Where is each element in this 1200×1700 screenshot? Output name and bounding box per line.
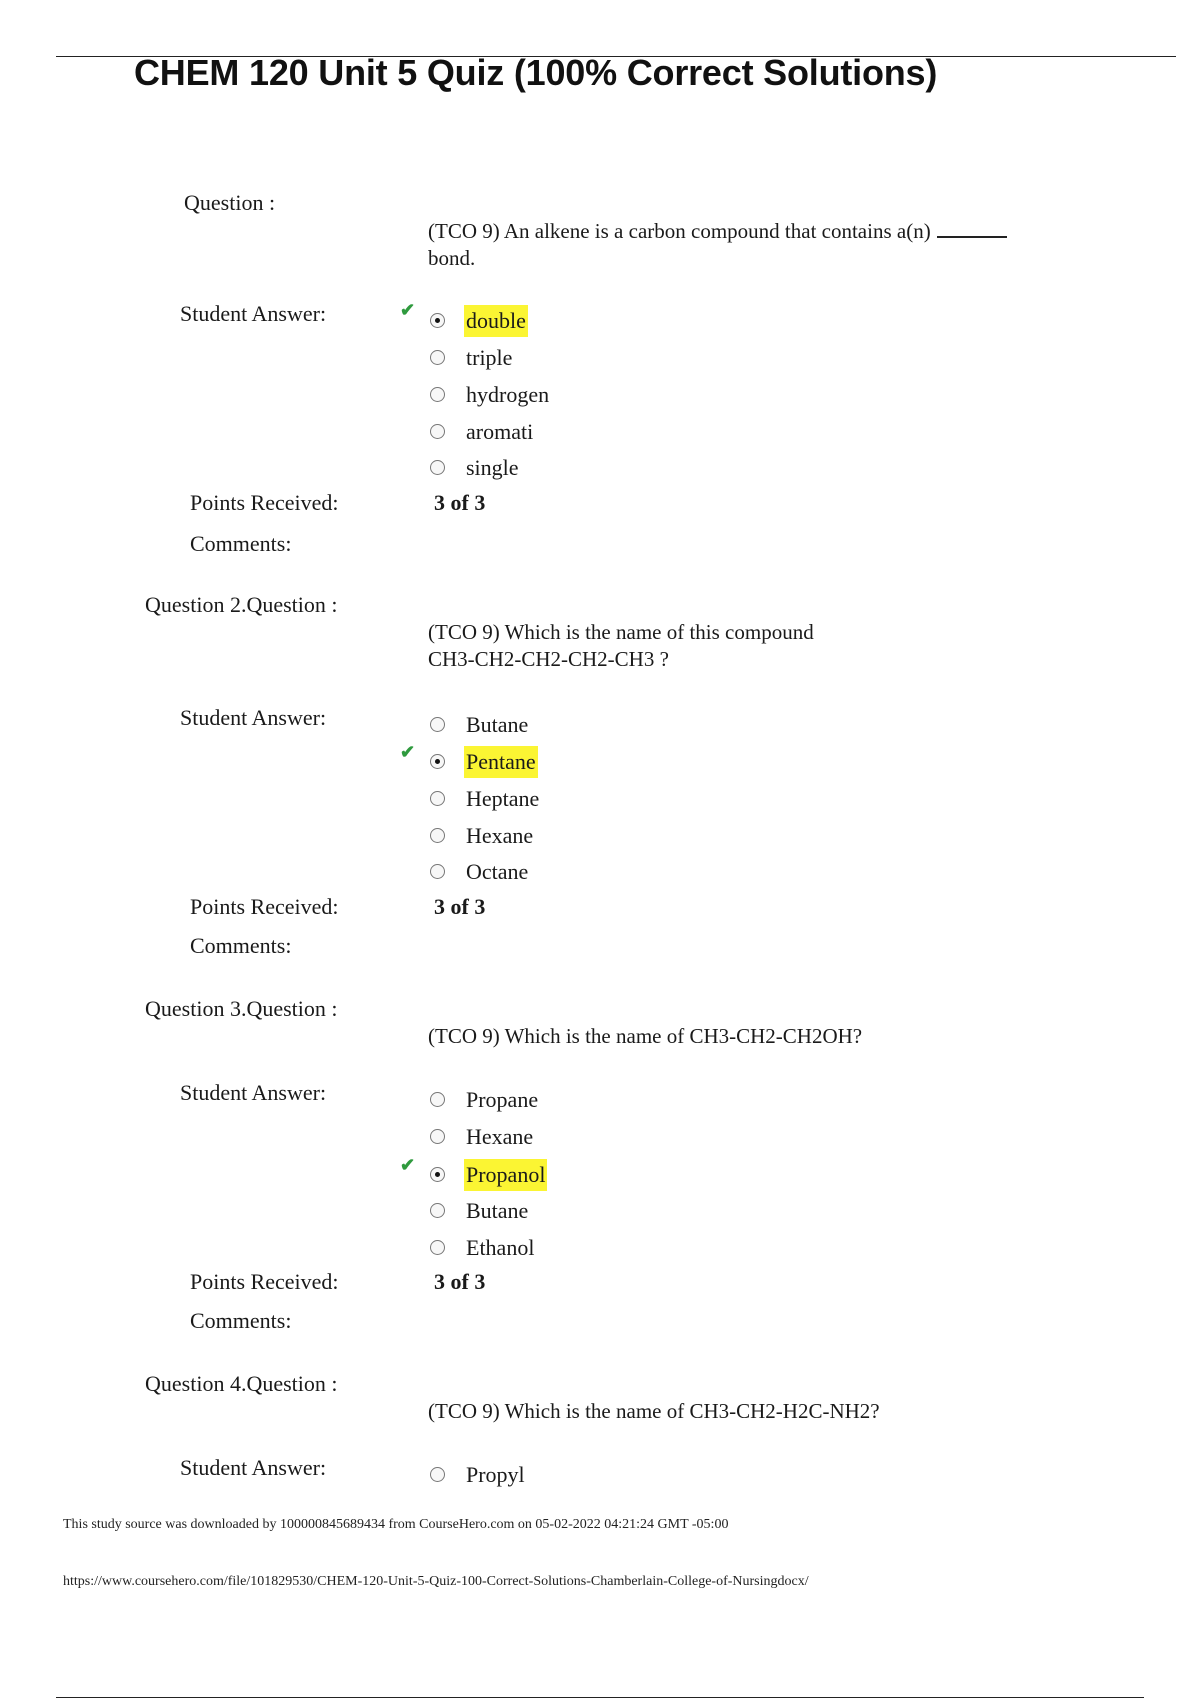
option-label: Pentane	[464, 746, 538, 778]
student-answer-label: Student Answer:	[180, 301, 327, 326]
radio-button-icon[interactable]	[430, 754, 445, 769]
radio-button-icon[interactable]	[430, 1203, 445, 1218]
question-4-text	[428, 1398, 1088, 1425]
check-icon: ✔	[400, 1155, 416, 1175]
points-value: 3 of 3	[434, 490, 486, 515]
radio-button-icon[interactable]	[430, 387, 445, 402]
question-1-header: Question :	[184, 190, 276, 215]
radio-button-icon[interactable]	[430, 717, 445, 732]
radio-button-icon[interactable]	[430, 1240, 445, 1255]
option-label: Butane	[466, 712, 529, 737]
question-2-text-line2: CH3-CH2-CH2-CH2-CH3 ?	[428, 647, 669, 671]
question-4-header: Question 4.Question :	[145, 1371, 338, 1396]
source-url[interactable]: https://www.coursehero.com/file/101829530/CHEM-120-Unit-5-Quiz-100-Correct-Solutions-Chamberlain-College-of-Nursingdocx/	[63, 1574, 809, 1589]
answer-blank	[937, 222, 1007, 238]
bottom-rule	[56, 1697, 1144, 1698]
option-label: single	[466, 455, 519, 480]
option-label: Propanol	[464, 1159, 547, 1191]
radio-button-icon[interactable]	[430, 828, 445, 843]
radio-button-icon[interactable]	[430, 460, 445, 475]
points-received-label: Points Received:	[190, 894, 339, 919]
check-icon: ✔	[400, 300, 416, 320]
question-2-text-line1: (TCO 9) Which is the name of this compound	[428, 620, 814, 644]
radio-button-icon[interactable]	[430, 1092, 445, 1107]
student-answer-label: Student Answer:	[180, 705, 327, 730]
radio-button-icon[interactable]	[430, 1129, 445, 1144]
download-note: This study source was downloaded by 100000845689434 from CourseHero.com on 05-02-2022 04:21:24 GMT -05:00	[63, 1517, 729, 1532]
option-label: Ethanol	[466, 1235, 535, 1260]
check-icon: ✔	[400, 742, 416, 762]
option-label: Octane	[466, 859, 529, 884]
option-label: aromati	[466, 419, 534, 444]
option-label: hydrogen	[466, 382, 550, 407]
comments-label: Comments:	[190, 1308, 292, 1333]
question-3-text-line1: (TCO 9) Which is the name of CH3-CH2-CH2OH?	[428, 1024, 863, 1048]
question-3-header: Question 3.Question :	[145, 996, 338, 1021]
option-label: double	[464, 305, 528, 337]
option-label: triple	[466, 345, 513, 370]
question-1-text-line2: bond.	[428, 246, 476, 270]
radio-button-icon[interactable]	[430, 864, 445, 879]
radio-button-icon[interactable]	[430, 313, 445, 328]
points-received-label: Points Received:	[190, 1269, 339, 1294]
question-1-text	[428, 218, 1088, 272]
option-label: Propyl	[466, 1462, 525, 1487]
option-label: Heptane	[466, 786, 540, 811]
question-1-text-line1: (TCO 9) An alkene is a carbon compound that contains a(n)	[428, 219, 931, 243]
option-label: Hexane	[466, 823, 534, 848]
radio-button-icon[interactable]	[430, 791, 445, 806]
question-2-text	[428, 619, 1088, 673]
comments-label: Comments:	[190, 933, 292, 958]
student-answer-label: Student Answer:	[180, 1080, 327, 1105]
student-answer-label: Student Answer:	[180, 1455, 327, 1480]
option-label: Propane	[466, 1087, 539, 1112]
radio-button-icon[interactable]	[430, 424, 445, 439]
option-label: Hexane	[466, 1124, 534, 1149]
radio-button-icon[interactable]	[430, 1167, 445, 1182]
radio-button-icon[interactable]	[430, 1467, 445, 1482]
page-title: CHEM 120 Unit 5 Quiz (100% Correct Solutions)	[134, 52, 938, 93]
points-value: 3 of 3	[434, 894, 486, 919]
question-4-text-line1: (TCO 9) Which is the name of CH3-CH2-H2C-NH2?	[428, 1399, 880, 1423]
question-3-text	[428, 1023, 1088, 1050]
points-value: 3 of 3	[434, 1269, 486, 1294]
question-2-header: Question 2.Question :	[145, 592, 338, 617]
points-received-label: Points Received:	[190, 490, 339, 515]
radio-button-icon[interactable]	[430, 350, 445, 365]
option-label: Butane	[466, 1198, 529, 1223]
comments-label: Comments:	[190, 531, 292, 556]
